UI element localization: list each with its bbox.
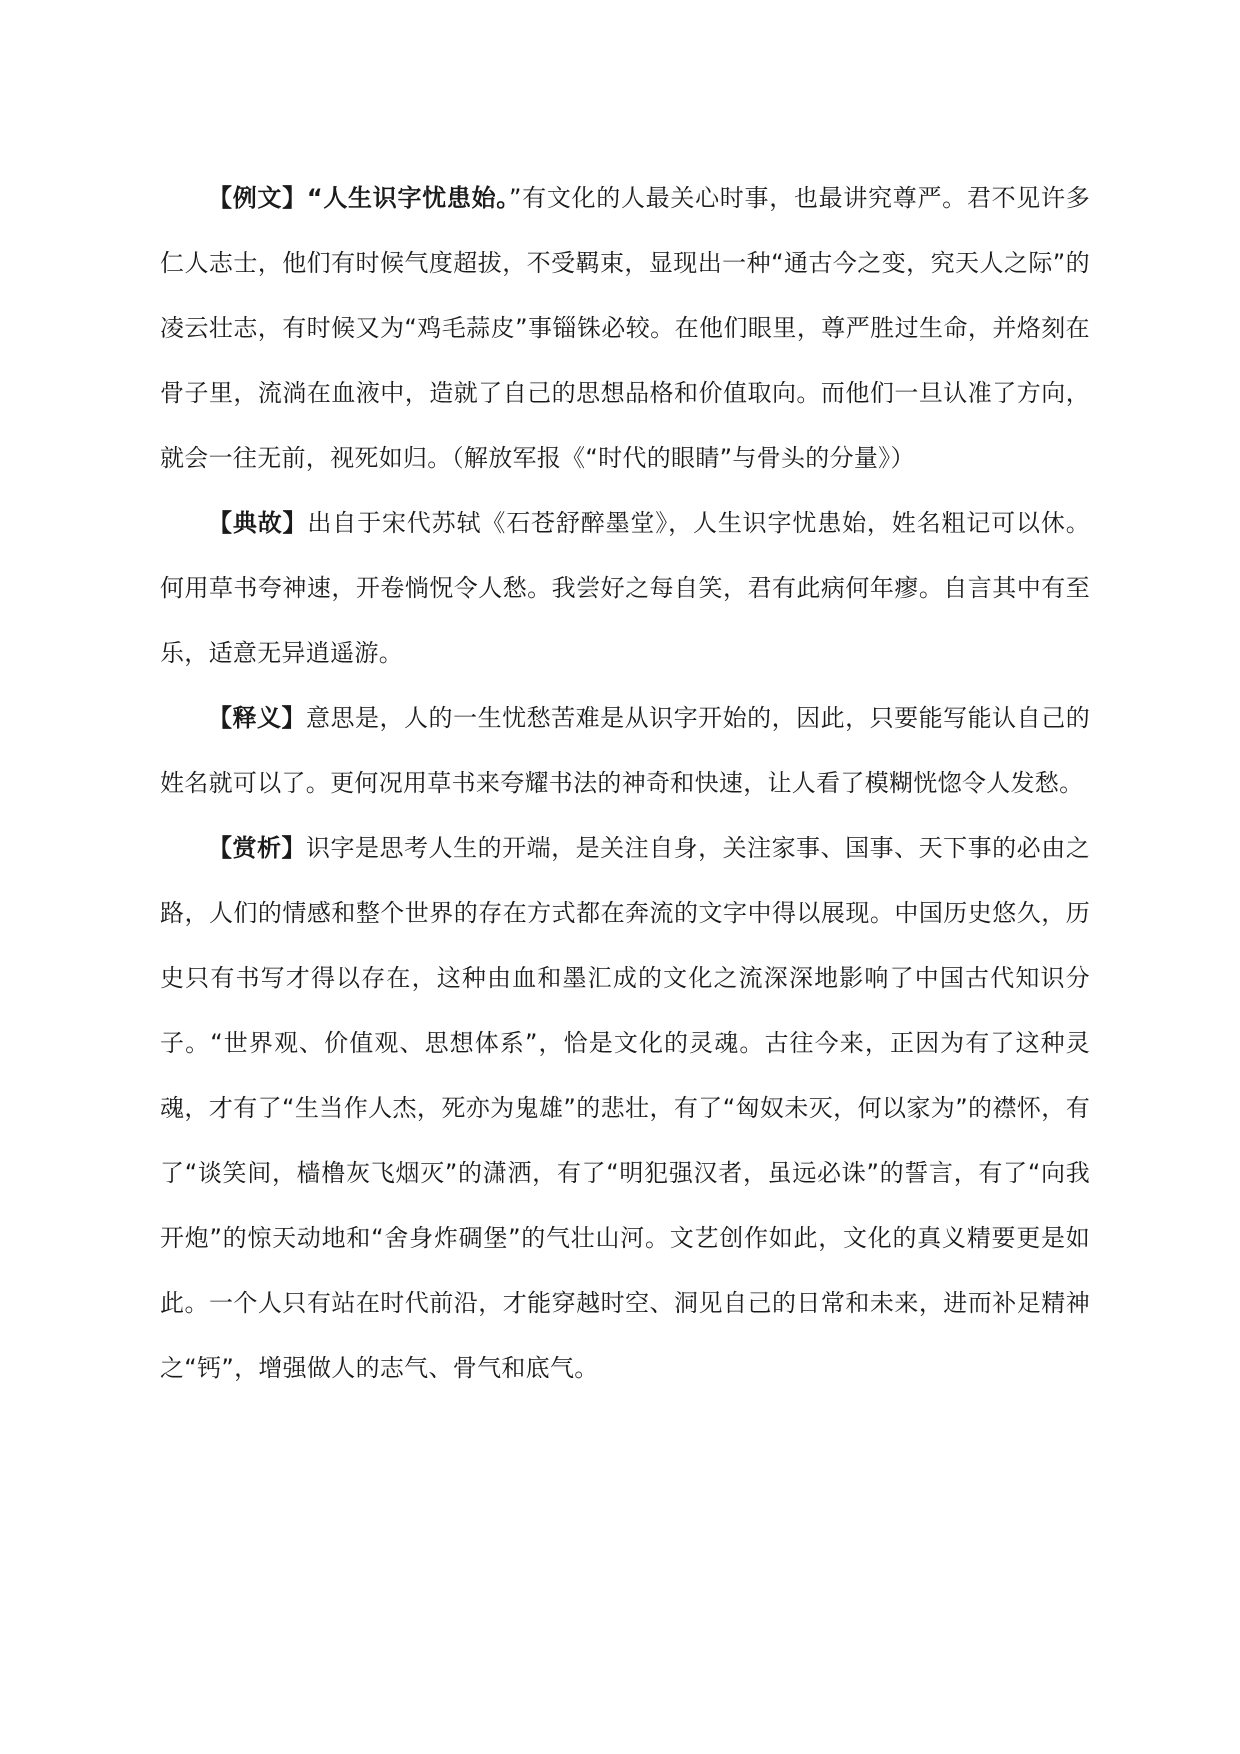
section-heading-meaning: 【释义】 (208, 704, 307, 732)
paragraph-text: 出自于宋代苏轼《石苍舒醉墨堂》，人生识字忧患始，姓名粗记可以休。何用草书夸神速，开卷惝怳令人愁。我尝好之每自笑，君有此病何年瘳。自言其中有至乐，适意无异逍遥游。 (160, 509, 1090, 667)
paragraph-text: ”有文化的人最关心时事，也最讲究尊严。君不见许多仁人志士，他们有时候气度超拔，不受羁束，显现出一种“通古今之变，究天人之际”的凌云壮志，有时候又为“鸡毛蒜皮”事锱铢必较。在他们眼里，尊严胜过生命，并烙刻在骨子里，流淌在血液中，造就了自己的思想品格和价值取向。而他们一旦认准了方向，就会一往无前，视死如归。（解放军报《“时代的眼睛”与骨头的分量》） (160, 184, 1091, 472)
article-body (160, 166, 1090, 1401)
paragraph-appreciation (160, 816, 1090, 1401)
paragraph-allusion (160, 491, 1090, 686)
paragraph-text: 识字是思考人生的开端，是关注自身，关注家事、国事、天下事的必由之路，人们的情感和整个世界的存在方式都在奔流的文字中得以展现。中国历史悠久，历史只有书写才得以存在，这种由血和墨汇成的文化之流深深地影响了中国古代知识分子。“世界观、价值观、思想体系”，恰是文化的灵魂。古往今来，正因为有了这种灵魂，才有了“生当作人杰，死亦为鬼雄”的悲壮，有了“匈奴未灭，何以家为”的襟怀，有了“谈笑间，樯橹灰飞烟灭”的潇洒，有了“明犯强汉者，虽远必诛”的誓言，有了“向我开炮”的惊天动地和“舍身炸碉堡”的气壮山河。文艺创作如此，文化的真义精要更是如此。一个人只有站在时代前沿，才能穿越时空、洞见自己的日常和未来，进而补足精神之“钙”，增强做人的志气、骨气和底气。 (160, 834, 1090, 1382)
paragraph-example (160, 166, 1090, 491)
paragraph-meaning (160, 686, 1090, 816)
section-heading-example: 【例文】 (208, 184, 307, 212)
section-heading-allusion: 【典故】 (208, 509, 308, 537)
section-heading-appreciation: 【赏析】 (208, 834, 307, 862)
paragraph-text: 意思是，人的一生忧愁苦难是从识字开始的，因此，只要能写能认自己的姓名就可以了。更何况用草书来夸耀书法的神奇和快速，让人看了模糊恍惚令人发愁。 (160, 704, 1090, 797)
quote-lead: “人生识字忧患始。 (306, 184, 509, 212)
